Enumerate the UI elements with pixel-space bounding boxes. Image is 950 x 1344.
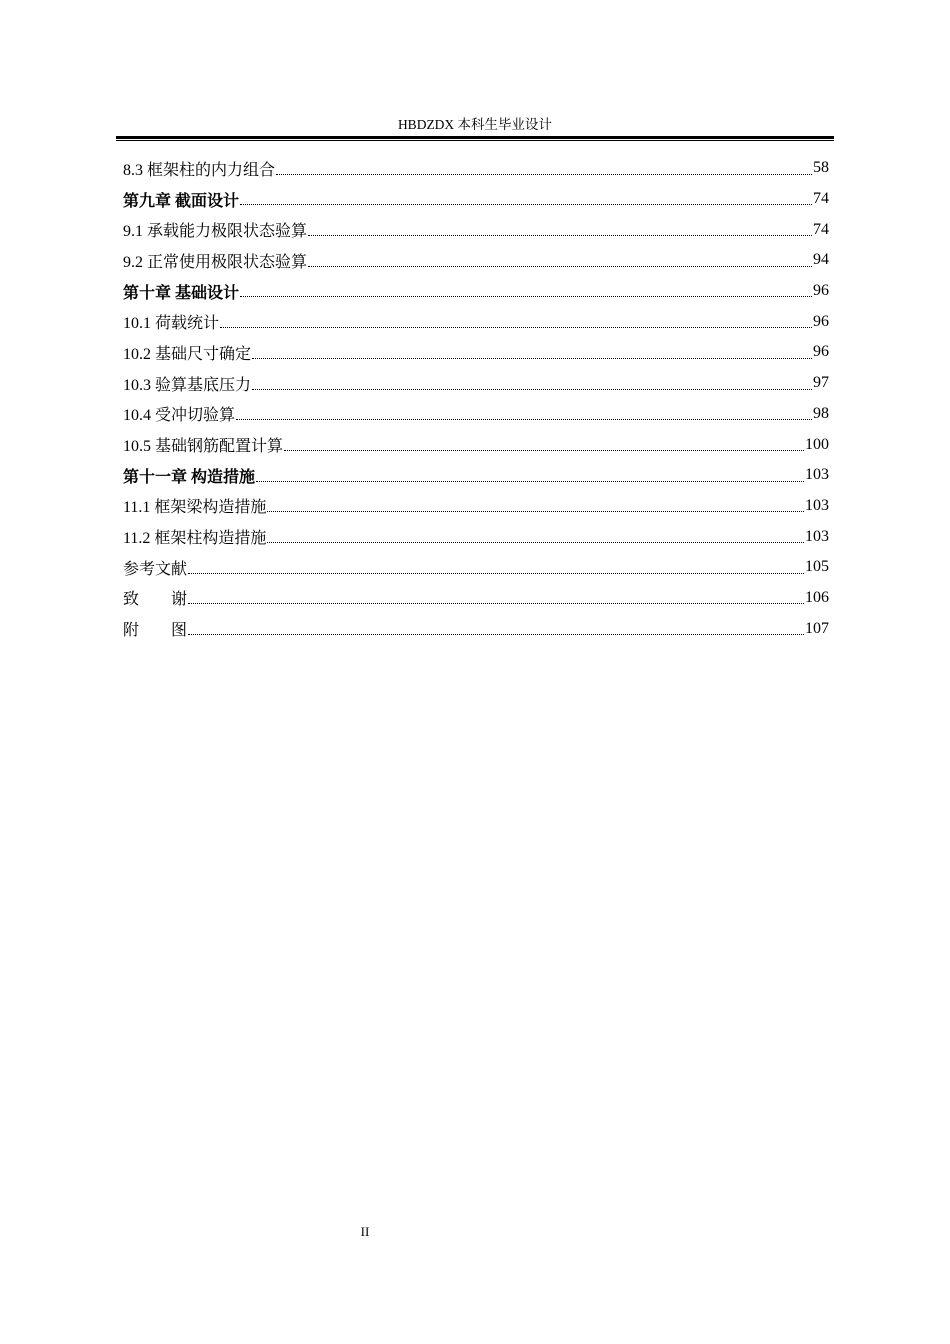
toc-dot-leader (188, 613, 804, 644)
toc-entry-label: 致 谢 (123, 591, 188, 609)
toc-entry-label: 10.4 受冲切验算 (123, 407, 236, 425)
toc-entry[interactable] (123, 583, 829, 614)
toc-entry-label: 10.1 荷载统计 (123, 315, 220, 333)
toc-chapter-entry[interactable] (123, 184, 829, 215)
toc-entry-label: 附 图 (123, 622, 188, 640)
toc-entry-label: 第十一章 构造措施 (123, 468, 256, 486)
toc-entry-label: 9.1 承载能力极限状态验算 (123, 223, 308, 241)
toc-entry[interactable] (123, 613, 829, 644)
toc-entry-page: 103 (805, 527, 829, 545)
toc-dot-leader (276, 153, 812, 184)
toc-entry-page: 97 (813, 374, 829, 392)
toc-entry[interactable] (123, 214, 829, 245)
page-header: HBDZDX 本科生毕业设计 (397, 117, 553, 132)
toc-entry-page: 105 (805, 558, 829, 576)
toc-dot-leader (252, 337, 812, 368)
toc-dot-leader (308, 214, 812, 245)
toc-entry-label: 11.1 框架梁构造措施 (123, 499, 267, 517)
toc-dot-leader (267, 521, 804, 552)
toc-dot-leader (236, 399, 812, 430)
toc-entry-page: 96 (813, 282, 829, 300)
toc-entry-label: 10.5 基础钢筋配置计算 (123, 438, 284, 456)
toc-entry-page: 74 (813, 190, 829, 208)
toc-entry[interactable] (123, 306, 829, 337)
toc-entry-page: 100 (805, 435, 829, 453)
toc-dot-leader (256, 460, 804, 491)
toc-entry-label: 9.2 正常使用极限状态验算 (123, 253, 308, 271)
toc-entry-page: 96 (813, 312, 829, 330)
toc-entry[interactable] (123, 368, 829, 399)
toc-entry-label: 第十章 基础设计 (123, 284, 240, 302)
toc-dot-leader (188, 552, 804, 583)
toc-entry-page: 96 (813, 343, 829, 361)
toc-dot-leader (240, 276, 812, 307)
toc-entry[interactable] (123, 399, 829, 430)
toc-dot-leader (240, 184, 812, 215)
toc-dot-leader (188, 583, 804, 614)
toc-entry-label: 8.3 框架柱的内力组合 (123, 161, 276, 179)
toc-entry-label: 第九章 截面设计 (123, 192, 240, 210)
toc-dot-leader (252, 368, 812, 399)
toc-entry-page: 74 (813, 220, 829, 238)
footer-page-number: II (360, 1224, 370, 1239)
toc-entry[interactable] (123, 245, 829, 276)
toc-dot-leader (284, 429, 804, 460)
toc-entry[interactable] (123, 491, 829, 522)
toc-dot-leader (308, 245, 812, 276)
toc-entry-page: 103 (805, 466, 829, 484)
toc-entry-page: 58 (813, 159, 829, 177)
toc-entry-page: 107 (805, 619, 829, 637)
header-double-rule (116, 136, 834, 141)
toc-entry-page: 94 (813, 251, 829, 269)
toc-dot-leader (267, 491, 804, 522)
toc-entry-label: 10.2 基础尺寸确定 (123, 345, 252, 363)
toc-entry-page: 98 (813, 404, 829, 422)
toc-chapter-entry[interactable] (123, 276, 829, 307)
toc-entry[interactable] (123, 153, 829, 184)
toc-chapter-entry[interactable] (123, 460, 829, 491)
toc-entry[interactable] (123, 429, 829, 460)
toc-entry-label: 10.3 验算基底压力 (123, 376, 252, 394)
toc-entry[interactable] (123, 521, 829, 552)
toc-entry-page: 106 (805, 588, 829, 606)
toc-entry-page: 103 (805, 496, 829, 514)
toc-entry[interactable] (123, 337, 829, 368)
toc-entry-label: 参考文献 (123, 560, 188, 578)
toc-dot-leader (220, 306, 812, 337)
toc-entry[interactable] (123, 552, 829, 583)
toc-entry-label: 11.2 框架柱构造措施 (123, 530, 267, 548)
table-of-contents (123, 153, 829, 644)
